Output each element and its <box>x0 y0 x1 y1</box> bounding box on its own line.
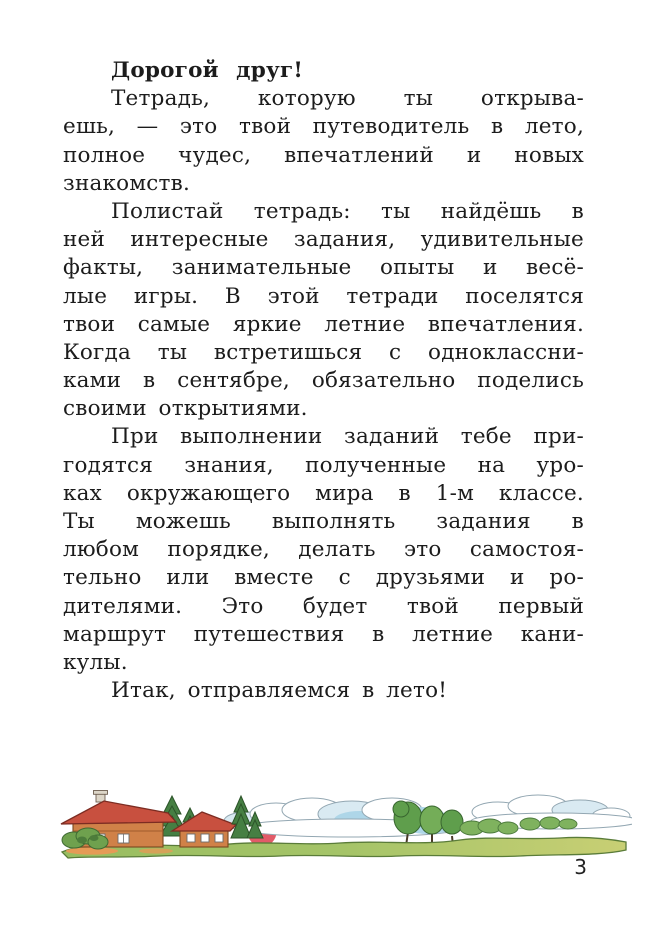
text-line: ешь, — это твой путеводитель в лето, <box>63 114 584 140</box>
text-line: тельно или вместе с друзьями и ро- <box>63 565 584 591</box>
text-line: своими открытиями. <box>63 396 308 422</box>
heading-line: Дорогой друг! <box>111 58 303 83</box>
landscape-illustration <box>60 790 632 868</box>
text-line: маршрут путешествия в летние кани- <box>63 621 584 647</box>
text-line: ках окружающего мира в 1-м классе. <box>63 480 584 506</box>
text-line: Итак, отправляемся в лето! <box>111 678 448 704</box>
text-line: дителями. Это будет твой первый <box>63 593 584 619</box>
tree-icon <box>393 801 463 846</box>
page-number: 3 <box>574 855 587 879</box>
text-line: лые игры. В этой тетради поселятся <box>63 283 584 309</box>
text-line: ней интересные задания, удивительные <box>63 227 584 253</box>
text-line: полное чудес, впечатлений и новых <box>63 142 584 168</box>
text-line: Тетрадь, которую ты открыва- <box>111 86 584 112</box>
text-line: твои самые яркие летние впечатления. <box>63 311 584 337</box>
earth-patch <box>139 848 173 853</box>
text-line: годятся знания, полученные на уро- <box>63 452 584 478</box>
text-line: Полистай тетрадь: ты найдёшь в <box>111 198 584 224</box>
text-line: любом порядке, делать это самостоя- <box>63 537 584 563</box>
text-line: ками в сентябре, обязательно поделись <box>63 368 584 394</box>
text-line: кулы. <box>63 649 128 675</box>
text-line: При выполнении заданий тебе при- <box>111 424 584 450</box>
text-line: факты, занимательные опыты и весё- <box>63 255 584 281</box>
text-block <box>63 57 584 705</box>
text-line: Когда ты встретишься с одноклассни- <box>63 339 584 365</box>
text-line: Ты можешь выполнять задания в <box>63 509 584 534</box>
text-line: знакомств. <box>63 170 191 196</box>
